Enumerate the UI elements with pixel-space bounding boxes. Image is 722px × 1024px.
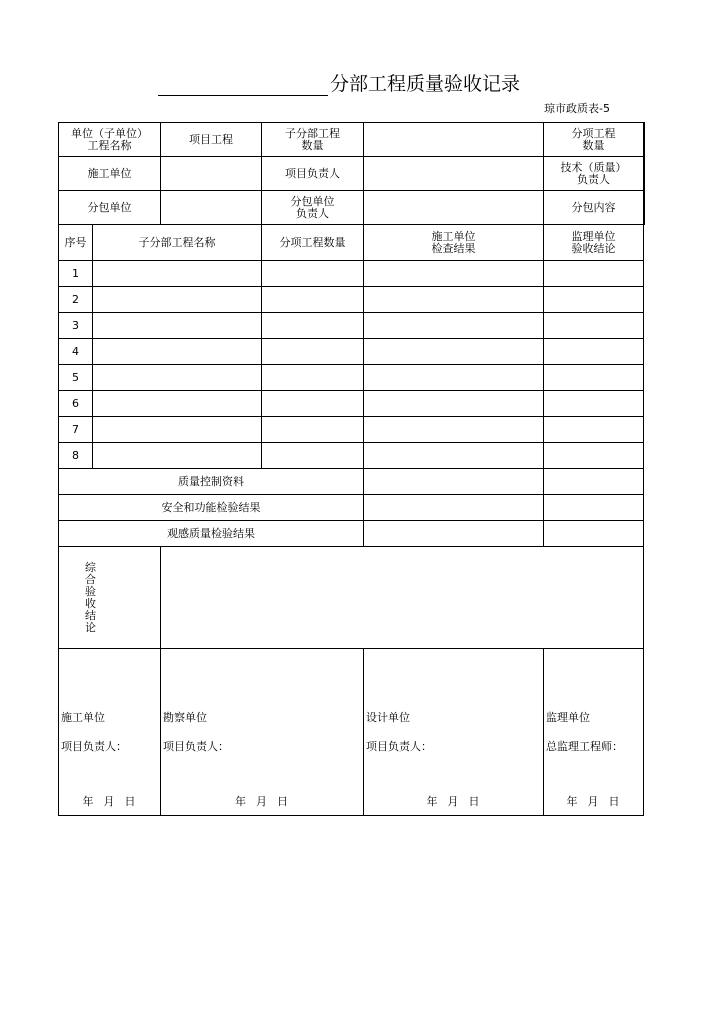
sub-division-name-cell[interactable]	[93, 339, 262, 365]
signature-unit-label: 设计单位	[366, 711, 410, 724]
supervision-conclusion-cell[interactable]	[544, 365, 644, 391]
signature-block-supervision[interactable]	[544, 649, 644, 816]
row-seq: 7	[59, 417, 93, 443]
unit-name-label: 单位（子单位） 工程名称	[59, 123, 161, 157]
construction-check-cell[interactable]	[364, 287, 544, 313]
construction-check-cell[interactable]	[364, 417, 544, 443]
quality-control-conclusion-cell[interactable]	[544, 469, 644, 495]
comprehensive-conclusion-cell[interactable]	[161, 547, 644, 649]
supervision-conclusion-cell[interactable]	[544, 313, 644, 339]
signature-person-label: 项目负责人：	[163, 740, 229, 753]
item-count-label: 分项工程 数量	[544, 123, 644, 157]
subcontractor-label: 分包单位	[59, 191, 161, 225]
construction-unit-label: 施工单位	[59, 157, 161, 191]
col-header-sub-division-name: 子分部工程名称	[93, 225, 262, 261]
signature-date-label: 年 月 日	[426, 795, 481, 808]
signature-person-label: 总监理工程师：	[546, 740, 623, 753]
safety-function-label: 安全和功能检验结果	[59, 495, 364, 521]
supervision-conclusion-cell[interactable]	[544, 261, 644, 287]
appearance-quality-check-cell[interactable]	[364, 521, 544, 547]
table-row	[59, 339, 645, 365]
table-row	[59, 261, 645, 287]
signature-person-label: 项目负责人：	[366, 740, 432, 753]
signature-unit-label: 勘察单位	[163, 711, 207, 724]
summary-row	[59, 469, 645, 495]
subcontract-content-label: 分包内容	[544, 191, 644, 225]
col-header-seq: 序号	[59, 225, 93, 261]
project-name-value[interactable]: 项目工程	[161, 123, 262, 157]
col-header-item-count: 分项工程数量	[262, 225, 364, 261]
quality-control-docs-label: 质量控制资料	[59, 469, 364, 495]
row-seq: 6	[59, 391, 93, 417]
sub-division-count-label: 子分部工程 数量	[262, 123, 364, 157]
subcontractor-manager-label: 分包单位 负责人	[262, 191, 364, 225]
appearance-quality-conclusion-cell[interactable]	[544, 521, 644, 547]
project-manager-label: 项目负责人	[262, 157, 364, 191]
safety-function-conclusion-cell[interactable]	[544, 495, 644, 521]
technical-manager-cell[interactable]	[644, 157, 645, 191]
project-manager-cell[interactable]	[364, 157, 544, 191]
quality-control-check-cell[interactable]	[364, 469, 544, 495]
acceptance-form-table	[58, 122, 645, 816]
construction-check-cell[interactable]	[364, 365, 544, 391]
appearance-quality-label: 观感质量检验结果	[59, 521, 364, 547]
subcontract-content-cell[interactable]	[644, 191, 645, 225]
construction-check-cell[interactable]	[364, 339, 544, 365]
item-count-value-cell[interactable]	[262, 417, 364, 443]
item-count-value-cell[interactable]	[262, 261, 364, 287]
signature-unit-label: 监理单位	[546, 711, 590, 724]
subcontractor-cell[interactable]	[161, 191, 262, 225]
table-row	[59, 443, 645, 469]
signature-block-survey[interactable]	[161, 649, 364, 816]
sub-division-name-cell[interactable]	[93, 417, 262, 443]
sub-division-name-cell[interactable]	[93, 365, 262, 391]
supervision-conclusion-cell[interactable]	[544, 287, 644, 313]
sub-division-name-cell[interactable]	[93, 261, 262, 287]
col-header-supervision-conclusion: 监理单位 验收结论	[544, 225, 644, 261]
supervision-conclusion-cell[interactable]	[544, 391, 644, 417]
construction-check-cell[interactable]	[364, 261, 544, 287]
construction-check-cell[interactable]	[364, 391, 544, 417]
item-count-value-cell[interactable]	[262, 287, 364, 313]
item-count-value-cell[interactable]	[262, 365, 364, 391]
supervision-conclusion-cell[interactable]	[544, 443, 644, 469]
sub-division-name-cell[interactable]	[93, 391, 262, 417]
supervision-conclusion-cell[interactable]	[544, 339, 644, 365]
sub-division-name-cell[interactable]	[93, 287, 262, 313]
sub-division-name-cell[interactable]	[93, 443, 262, 469]
signature-block-construction[interactable]	[59, 649, 161, 816]
table-row	[59, 391, 645, 417]
sub-division-count-cell[interactable]	[364, 123, 544, 157]
signature-unit-label: 施工单位	[61, 711, 105, 724]
row-seq: 8	[59, 443, 93, 469]
technical-manager-label: 技术（质量） 负责人	[544, 157, 644, 191]
sub-division-name-cell[interactable]	[93, 313, 262, 339]
signature-person-label: 项目负责人：	[61, 740, 127, 753]
subcontractor-manager-cell[interactable]	[364, 191, 544, 225]
construction-check-cell[interactable]	[364, 313, 544, 339]
signature-date-label: 年 月 日	[235, 795, 289, 808]
col-header-construction-check: 施工单位 检查结果	[364, 225, 544, 261]
signature-date-label: 年 月 日	[82, 795, 137, 808]
row-seq: 5	[59, 365, 93, 391]
row-seq: 1	[59, 261, 93, 287]
comprehensive-conclusion-label: 综合验收结论	[59, 547, 161, 649]
item-count-value-cell[interactable]	[262, 313, 364, 339]
item-count-value-cell[interactable]	[262, 339, 364, 365]
summary-row	[59, 495, 645, 521]
construction-unit-cell[interactable]	[161, 157, 262, 191]
supervision-conclusion-cell[interactable]	[544, 417, 644, 443]
safety-function-check-cell[interactable]	[364, 495, 544, 521]
title-text: 分部工程质量验收记录	[330, 73, 521, 95]
row-seq: 2	[59, 287, 93, 313]
table-row	[59, 313, 645, 339]
item-count-value-cell[interactable]	[262, 391, 364, 417]
form-code: 琼市政质表-5	[544, 102, 610, 115]
table-row	[59, 365, 645, 391]
item-count-value-cell[interactable]	[262, 443, 364, 469]
title-blank-line[interactable]	[158, 73, 328, 96]
table-row	[59, 417, 645, 443]
form-title	[158, 68, 520, 96]
signature-date-label: 年 月 日	[566, 795, 621, 808]
row-seq: 4	[59, 339, 93, 365]
construction-check-cell[interactable]	[364, 443, 544, 469]
summary-row	[59, 521, 645, 547]
signature-block-design[interactable]	[364, 649, 544, 816]
row-seq: 3	[59, 313, 93, 339]
table-row	[59, 287, 645, 313]
item-count-cell[interactable]	[644, 123, 645, 157]
